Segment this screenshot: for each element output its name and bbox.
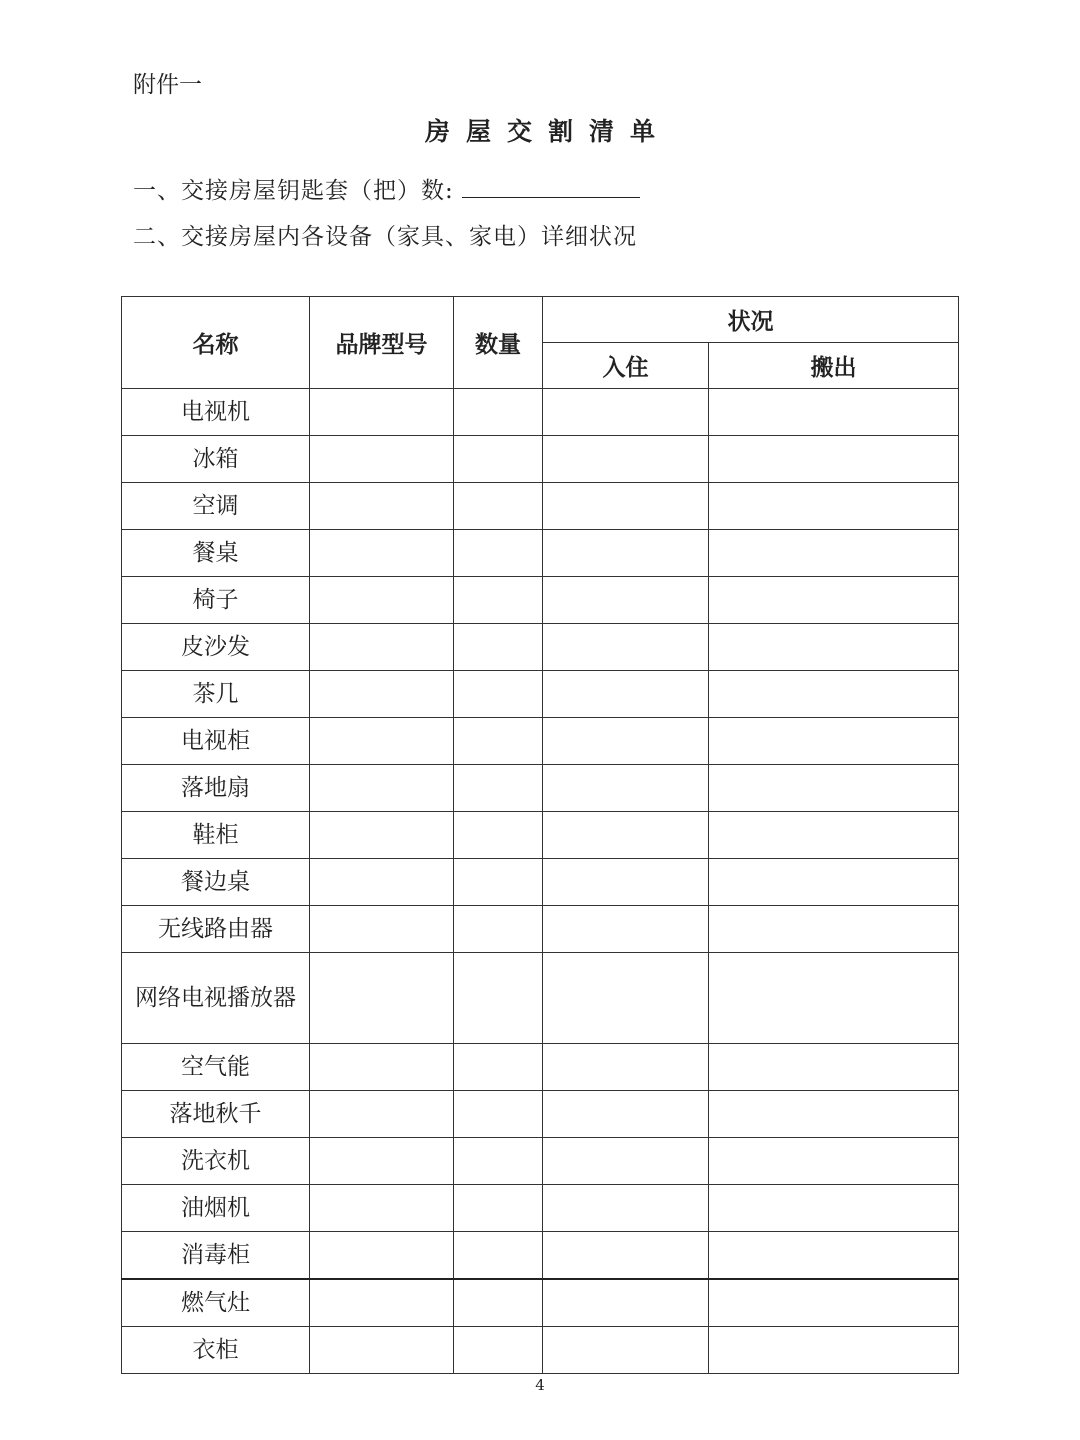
move-in-cell: [543, 530, 709, 577]
quantity-cell: [454, 436, 543, 483]
move-out-cell: [709, 953, 959, 1044]
move-out-cell: [709, 1091, 959, 1138]
table-row: [122, 906, 959, 953]
table-row: [122, 577, 959, 624]
quantity-cell: [454, 1232, 543, 1280]
brand-cell: [310, 624, 454, 671]
quantity-cell: [454, 1279, 543, 1327]
move-in-cell: [543, 718, 709, 765]
brand-cell: [310, 953, 454, 1044]
quantity-cell: [454, 1044, 543, 1091]
table-row: [122, 483, 959, 530]
quantity-cell: [454, 859, 543, 906]
inventory-table: [121, 296, 959, 1374]
move-out-cell: [709, 859, 959, 906]
table-row: [122, 671, 959, 718]
table-row: [122, 1138, 959, 1185]
move-out-cell: [709, 1185, 959, 1232]
header-move-in: 入住: [543, 343, 709, 389]
item-name: 椅子: [122, 577, 310, 624]
item-name: 无线路由器: [122, 906, 310, 953]
move-out-cell: [709, 530, 959, 577]
brand-cell: [310, 1138, 454, 1185]
item-name: 冰箱: [122, 436, 310, 483]
move-in-cell: [543, 436, 709, 483]
move-out-cell: [709, 1138, 959, 1185]
move-in-cell: [543, 671, 709, 718]
brand-cell: [310, 718, 454, 765]
item-name: 消毒柜: [122, 1232, 310, 1280]
header-brand: 品牌型号: [310, 297, 454, 389]
move-out-cell: [709, 1044, 959, 1091]
table-row: [122, 1279, 959, 1327]
quantity-cell: [454, 953, 543, 1044]
move-in-cell: [543, 859, 709, 906]
item-name: 落地秋千: [122, 1091, 310, 1138]
move-in-cell: [543, 624, 709, 671]
brand-cell: [310, 1232, 454, 1280]
table-row: [122, 1091, 959, 1138]
move-out-cell: [709, 718, 959, 765]
brand-cell: [310, 1327, 454, 1374]
item-name: 油烟机: [122, 1185, 310, 1232]
table-row: [122, 436, 959, 483]
item-name: 茶几: [122, 671, 310, 718]
quantity-cell: [454, 1185, 543, 1232]
brand-cell: [310, 859, 454, 906]
item-name: 落地扇: [122, 765, 310, 812]
table-row: [122, 812, 959, 859]
move-out-cell: [709, 624, 959, 671]
item-name: 电视机: [122, 389, 310, 436]
quantity-cell: [454, 812, 543, 859]
table-row: [122, 859, 959, 906]
brand-cell: [310, 483, 454, 530]
move-out-cell: [709, 1232, 959, 1280]
quantity-cell: [454, 530, 543, 577]
table-row: [122, 530, 959, 577]
brand-cell: [310, 389, 454, 436]
move-out-cell: [709, 671, 959, 718]
move-out-cell: [709, 577, 959, 624]
brand-cell: [310, 1279, 454, 1327]
quantity-cell: [454, 624, 543, 671]
table-row: [122, 765, 959, 812]
brand-cell: [310, 436, 454, 483]
brand-cell: [310, 906, 454, 953]
table-row: [122, 1185, 959, 1232]
move-in-cell: [543, 389, 709, 436]
page-number: 4: [535, 1376, 545, 1394]
item-name: 鞋柜: [122, 812, 310, 859]
move-out-cell: [709, 389, 959, 436]
quantity-cell: [454, 577, 543, 624]
item-name: 餐边桌: [122, 859, 310, 906]
inventory-rows: [122, 389, 959, 1374]
table-row: [122, 624, 959, 671]
table-row: [122, 389, 959, 436]
move-in-cell: [543, 577, 709, 624]
quantity-cell: [454, 1091, 543, 1138]
move-in-cell: [543, 483, 709, 530]
quantity-cell: [454, 718, 543, 765]
item-name: 洗衣机: [122, 1138, 310, 1185]
header-quantity: 数量: [454, 297, 543, 389]
item-name: 网络电视播放器: [122, 953, 310, 1044]
brand-cell: [310, 812, 454, 859]
move-in-cell: [543, 1279, 709, 1327]
move-in-cell: [543, 1091, 709, 1138]
brand-cell: [310, 765, 454, 812]
move-out-cell: [709, 765, 959, 812]
quantity-cell: [454, 1138, 543, 1185]
keys-count-blank: [462, 175, 640, 198]
equipment-status-heading: 二、交接房屋内各设备（家具、家电）详细状况: [133, 224, 637, 250]
move-out-cell: [709, 1279, 959, 1327]
item-name: 空调: [122, 483, 310, 530]
quantity-cell: [454, 906, 543, 953]
move-in-cell: [543, 1232, 709, 1280]
attachment-label: 附件一: [133, 72, 202, 98]
move-out-cell: [709, 1327, 959, 1374]
keys-count-label: 一、交接房屋钥匙套（把）数:: [133, 178, 454, 204]
item-name: 皮沙发: [122, 624, 310, 671]
brand-cell: [310, 530, 454, 577]
keys-count-line: [133, 172, 640, 205]
quantity-cell: [454, 483, 543, 530]
brand-cell: [310, 671, 454, 718]
move-in-cell: [543, 1044, 709, 1091]
move-in-cell: [543, 1185, 709, 1232]
table-row: [122, 1044, 959, 1091]
table-row: [122, 718, 959, 765]
move-in-cell: [543, 1138, 709, 1185]
move-in-cell: [543, 812, 709, 859]
item-name: 电视柜: [122, 718, 310, 765]
header-status: 状况: [543, 297, 959, 343]
table-row: [122, 953, 959, 1044]
brand-cell: [310, 1091, 454, 1138]
move-in-cell: [543, 953, 709, 1044]
quantity-cell: [454, 671, 543, 718]
move-in-cell: [543, 765, 709, 812]
quantity-cell: [454, 765, 543, 812]
page-title: 房屋交割清单: [424, 117, 671, 146]
quantity-cell: [454, 389, 543, 436]
header-move-out: 搬出: [709, 343, 959, 389]
move-out-cell: [709, 906, 959, 953]
item-name: 空气能: [122, 1044, 310, 1091]
move-in-cell: [543, 1327, 709, 1374]
move-out-cell: [709, 436, 959, 483]
move-in-cell: [543, 906, 709, 953]
table-row: [122, 1232, 959, 1280]
item-name: 燃气灶: [122, 1279, 310, 1327]
quantity-cell: [454, 1327, 543, 1374]
move-out-cell: [709, 483, 959, 530]
brand-cell: [310, 577, 454, 624]
item-name: 餐桌: [122, 530, 310, 577]
brand-cell: [310, 1185, 454, 1232]
header-name: 名称: [122, 297, 310, 389]
item-name: 衣柜: [122, 1327, 310, 1374]
brand-cell: [310, 1044, 454, 1091]
table-row: [122, 1327, 959, 1374]
move-out-cell: [709, 812, 959, 859]
